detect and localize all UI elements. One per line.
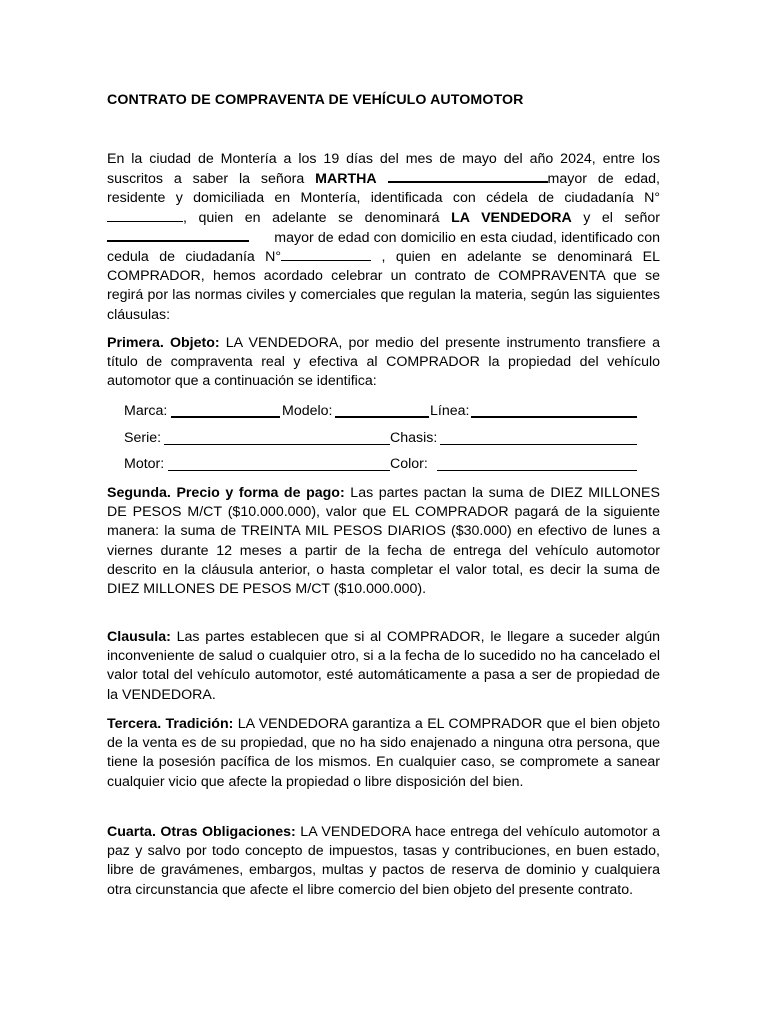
intro-text-1: En la ciudad de Montería a los 19 días del mes de mayo del año 2024, entre los suscritos a saber la señora (107, 151, 660, 188)
intro-text-3: , quien en adelante se denominará (183, 209, 452, 226)
color-label: Color: (390, 456, 428, 472)
marca-field[interactable] (171, 416, 280, 418)
clause-tercera (107, 715, 660, 792)
color-field[interactable] (437, 470, 637, 471)
clause-cuarta (107, 823, 660, 900)
intro-text-6: , quien en adelante se denominará EL COMPRADOR, hemos acordado celebrar un contrato de COMPRAVENTA que se regirá por las normas civiles y comerciales que regulan la materia, según las siguientes cláusulas: (107, 249, 660, 323)
clause-segunda (107, 484, 660, 599)
chasis-label: Chasis: (390, 430, 438, 446)
seller-name: MARTHA (315, 171, 377, 188)
linea-label: Línea: (430, 403, 470, 419)
clause-primera-text: LA VENDEDORA, por medio del presente instrumento transfiere a título de compraventa real y efectiva al COMPRADOR la propiedad del vehículo automotor que a continuación se identifica: (107, 335, 660, 390)
intro-paragraph (107, 150, 660, 325)
seller-role: LA VENDEDORA (451, 209, 572, 226)
seller-surname-blank[interactable] (388, 169, 548, 183)
clause-clausula (107, 628, 660, 705)
serie-field[interactable] (164, 444, 390, 445)
document-title: CONTRATO DE COMPRAVENTA DE VEHÍCULO AUTOMOTOR (107, 92, 524, 108)
clause-tercera-heading: Tercera. Tradición: (107, 716, 234, 732)
clause-primera-heading: Primera. Objeto: (107, 335, 220, 351)
clause-cuarta-heading: Cuarta. Otras Obligaciones: (107, 824, 296, 840)
clause-clausula-text: Las partes establecen que si al COMPRADOR, le llegare a suceder algún inconveniente de salud o cualquier otro, si a la fecha de lo sucedido no ha cancelado el valor total del vehículo automotor, esté automáticamente a pasa a ser de propiedad de la VENDEDORA. (107, 629, 660, 703)
clause-primera (107, 334, 660, 392)
clause-segunda-text: Las partes pactan la suma de DIEZ MILLONES DE PESOS M/CT ($10.000.000), valor que EL COMPRADOR pagará de la siguiente manera: la suma de TREINTA MIL PESOS DIARIOS ($30.000) en efectivo de lunes a viernes durante 12 meses a partir de la fecha de entrega del vehículo automotor descrito en la cláusula anterior, o hasta completar el valor total, es decir la suma de DIEZ MILLONES DE PESOS M/CT ($10.000.000). (107, 485, 660, 598)
modelo-label: Modelo: (282, 403, 333, 419)
motor-field[interactable] (168, 470, 390, 471)
serie-label: Serie: (124, 430, 162, 446)
chasis-field[interactable] (440, 444, 637, 445)
motor-label: Motor: (124, 456, 165, 472)
clause-segunda-heading: Segunda. Precio y forma de pago: (107, 485, 345, 501)
intro-text-4: y el señor (571, 209, 661, 226)
clause-cuarta-text: LA VENDEDORA hace entrega del vehículo automotor a paz y salvo por todo concepto de impuestos, tasas y contribuciones, en buen estado, libre de gravámenes, embargos, multas y pactos de reserva de dominio y cualquiera otra circunstancia que afecte el libre comercio del bien objeto del presente contrato. (107, 824, 661, 898)
modelo-field[interactable] (335, 416, 429, 418)
linea-field[interactable] (471, 416, 637, 418)
clause-tercera-text: LA VENDEDORA garantiza a EL COMPRADOR que el bien objeto de la venta es de su propiedad, que no ha sido enajenado a ninguna otra persona, que tiene la posesión pacífica de los mismos. En cualquier caso, se compromete a sanear cualquier vicio que afecte la propiedad o libre disposición del bien. (107, 716, 660, 790)
intro-text-2: mayor de edad, residente y domiciliada en Montería, identificada con cédela de ciudadanía N° (107, 171, 660, 207)
intro-text-5: mayor de edad con domicilio en esta ciudad, identificado con cedula de ciudadanía N° (107, 229, 660, 266)
buyer-name-blank[interactable] (107, 228, 249, 242)
seller-id-blank[interactable] (107, 209, 183, 222)
clause-clausula-heading: Clausula: (107, 629, 171, 645)
buyer-id-blank[interactable] (281, 248, 371, 261)
marca-label: Marca: (124, 403, 168, 419)
